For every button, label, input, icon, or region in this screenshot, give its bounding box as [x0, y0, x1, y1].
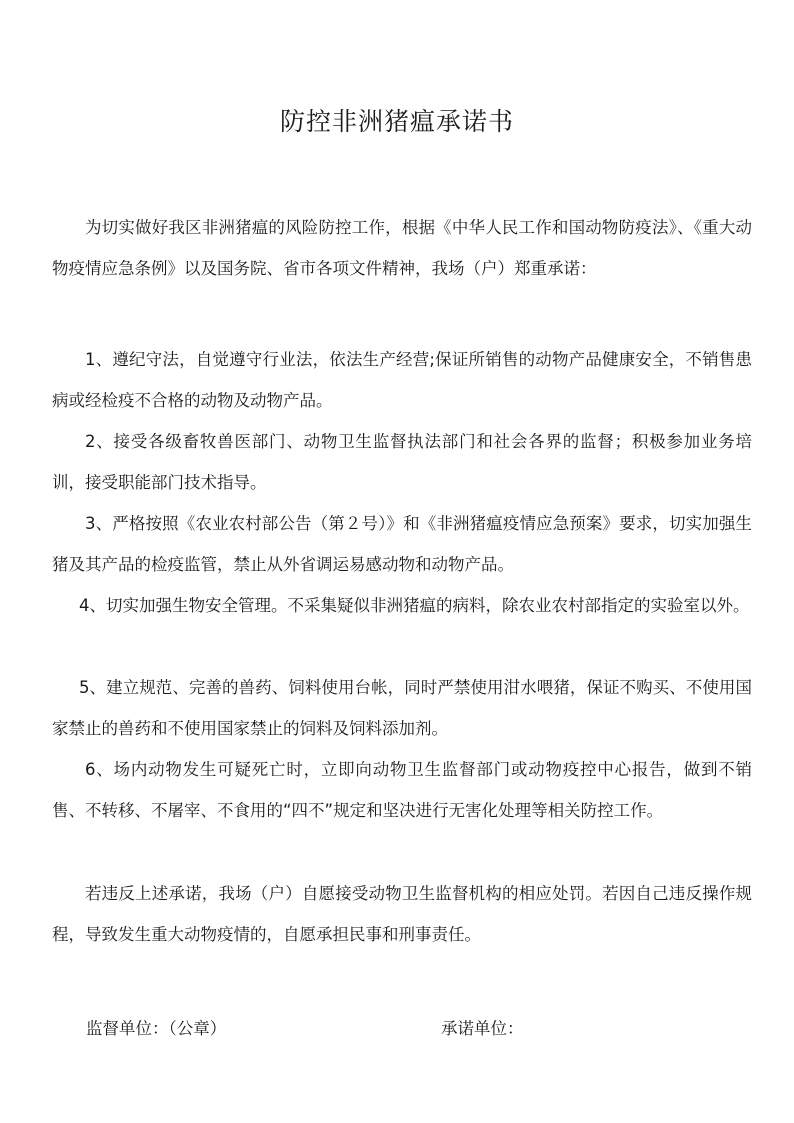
closing-paragraph: 若违反上述承诺，我场（户）自愿接受动物卫生监督机构的相应处罚。若因自己违反操作规程，导致发生重大动物疫情的，自愿承担民事和刑事责任。 [52, 884, 752, 944]
promisor-signature-label: 承诺单位： [441, 1019, 524, 1038]
document-title: 防控非洲猪瘟承诺书 [279, 107, 514, 136]
supervisor-signature-label: 监督单位：（公章） [86, 1019, 227, 1038]
commitment-item-1: 1、遵纪守法，自觉遵守行业法，依法生产经营;保证所销售的动物产品健康安全，不销售患病或经检疫不合格的动物及动物产品。 [52, 350, 752, 410]
commitment-item-5: 5、建立规范、完善的兽药、饲料使用台帐，同时严禁使用泔水喂猪，保证不购买、不使用国家禁止的兽药和不使用国家禁止的饲料及饲料添加剂。 [52, 678, 752, 738]
commitment-item-2: 2、接受各级畜牧兽医部门、动物卫生监督执法部门和社会各界的监督；积极参加业务培训，接受职能部门技术指导。 [52, 432, 752, 492]
intro-paragraph: 为切实做好我区非洲猪瘟的风险防控工作，根据《中华人民工作和国动物防疫法》、《重大动物疫情应急条例》以及国务院、省市各项文件精神，我场（户）郑重承诺： [52, 218, 752, 278]
commitment-item-3: 3、严格按照《农业农村部公告（第２号）》和《非洲猪瘟疫情应急预案》要求，切实加强生猪及其产品的检疫监管，禁止从外省调运易感动物和动物产品。 [52, 514, 752, 574]
commitment-item-6: 6、场内动物发生可疑死亡时，立即向动物卫生监督部门或动物疫控中心报告，做到不销售、不转移、不屠宰、不食用的“四不”规定和坚决进行无害化处理等相关防控工作。 [52, 760, 752, 820]
commitment-item-4: 4、切实加强生物安全管理。不采集疑似非洲猪瘟的病料，除农业农村部指定的实验室以外。 [79, 596, 750, 615]
